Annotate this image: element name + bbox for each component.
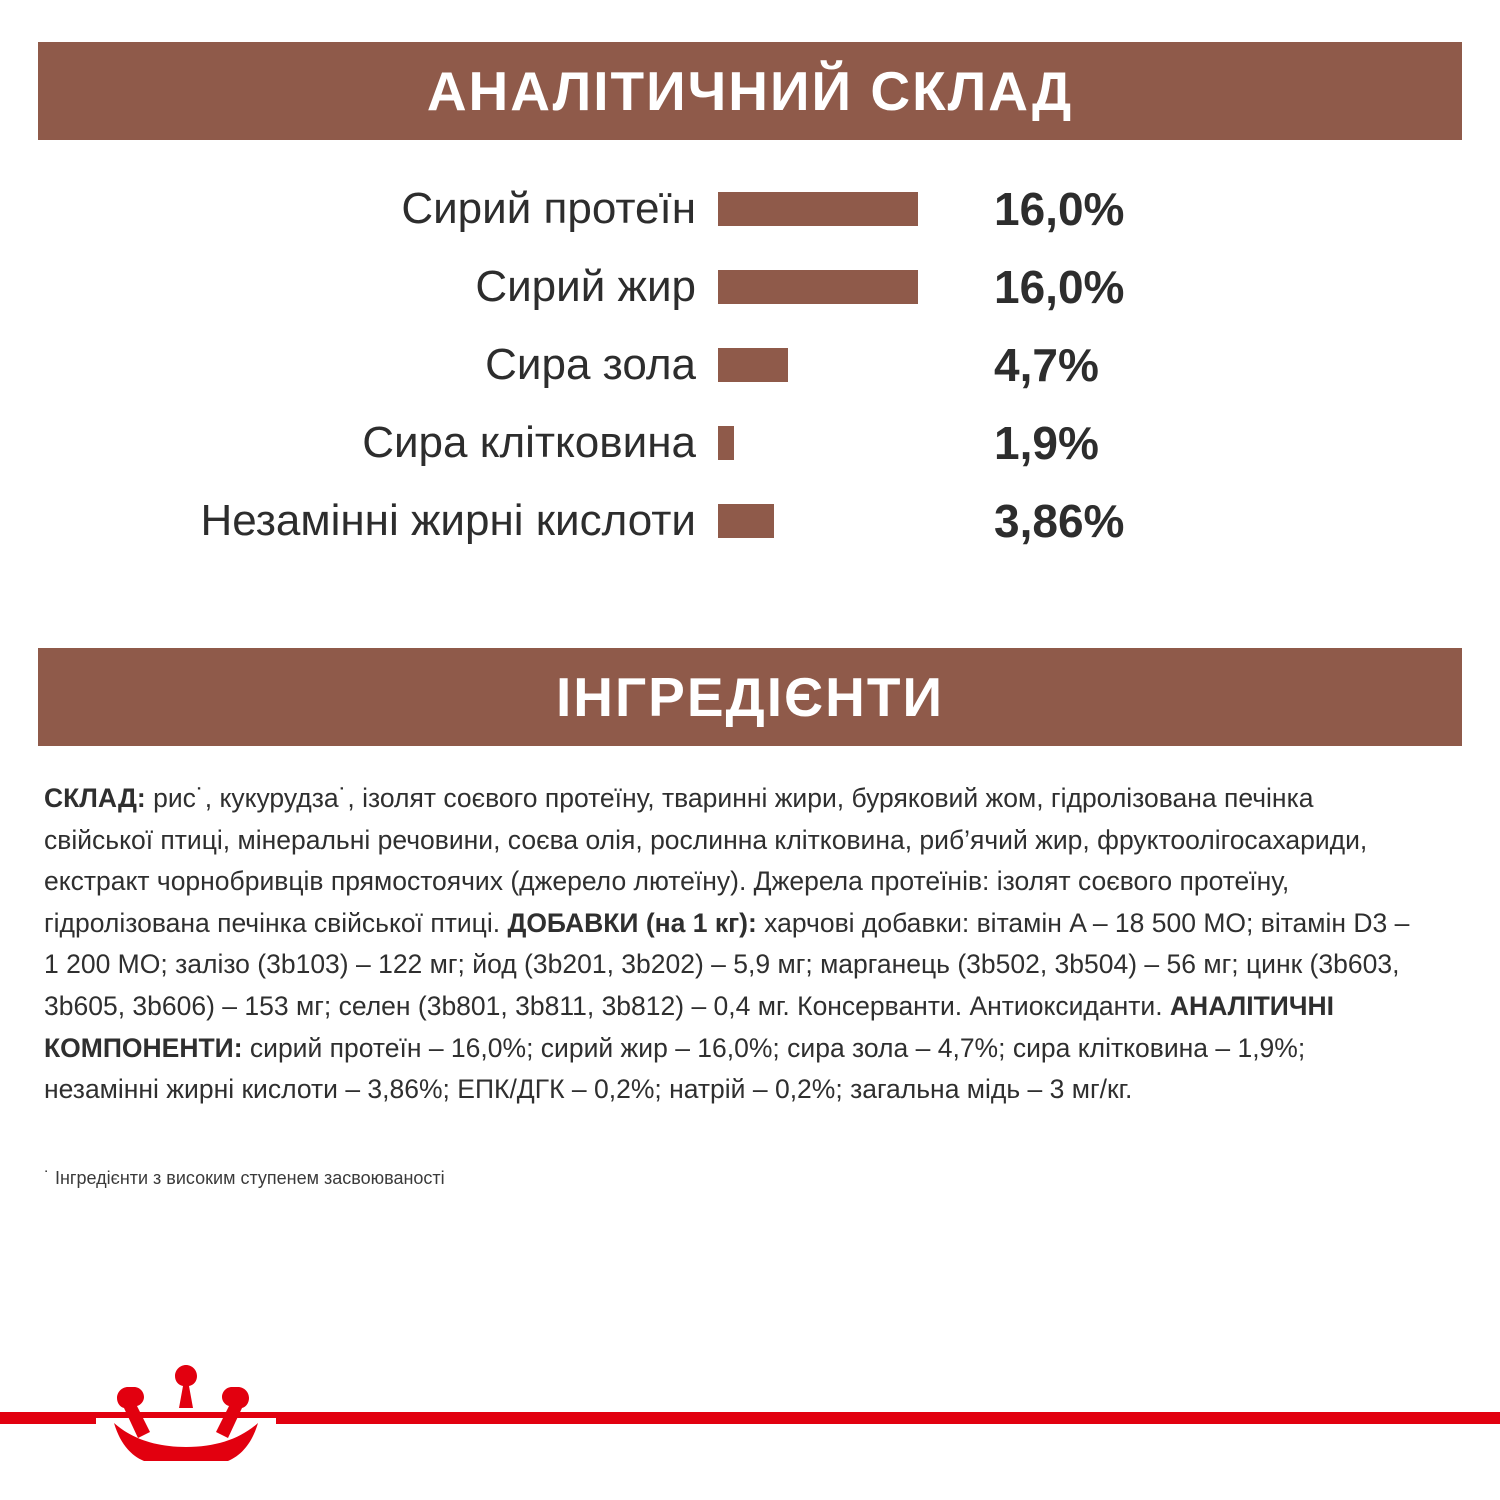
chart-bar-track (718, 504, 968, 538)
chart-row (38, 170, 1462, 248)
chart-row (38, 482, 1462, 560)
chart-value-label: 4,7% (994, 339, 1099, 391)
chart-value-label: 16,0% (994, 261, 1125, 313)
chart-row (38, 404, 1462, 482)
chart-bar (718, 192, 918, 226)
chart-bar (718, 426, 734, 460)
chart-value-label: 16,0% (994, 183, 1125, 235)
chart-bar-track (718, 426, 968, 460)
chart-row (38, 248, 1462, 326)
chart-row (38, 326, 1462, 404)
royal-canin-crown-logo (96, 1361, 276, 1466)
composition-label: СКЛАД: (44, 783, 146, 813)
chart-bar-track (718, 348, 968, 382)
additives-label: ДОБАВКИ (на 1 кг): (507, 907, 757, 938)
analytical-constituents-label: АНАЛІТИЧНІ КОМПОНЕНТИ: (44, 990, 1334, 1063)
chart-category-label: Сира зола (485, 340, 696, 389)
ingredients-title: ІНГРЕДІЄНТИ (38, 648, 1462, 746)
chart-category-label: Сира клітковина (362, 418, 696, 467)
chart-bar-track (718, 192, 968, 226)
additives-text: харчові добавки: вітамін A – 18 500 МО; вітамін D3 – 1 200 МО; залізо (3b103) – 122 мг; йод (3b201, 3b202) – 5,9 мг; марганець (3b502, 3b504) – 56 мг; цинк (3b603, 3b605, 3b606) – 153 мг; селен (3b801, 3b811, 3b812) – 0,4 мг. Консерванти. Антиоксиданти. (44, 907, 1410, 1021)
chart-category-label: Сирий протеїн (401, 184, 696, 233)
chart-value-label: 3,86% (994, 495, 1125, 547)
chart-bar (718, 348, 788, 382)
footer-rule-left (0, 1418, 96, 1424)
chart-category-label: Незамінні жирні кислоти (200, 496, 696, 545)
chart-bar (718, 504, 774, 538)
chart-value-label: 1,9% (994, 417, 1099, 469)
composition-text: рис˙, кукурудза˙, ізолят соєвого протеїну, тваринні жири, буряковий жом, гідролізована печінка свійської птиці, мінеральні речовини, соєва олія, рослинна клітковина, риб’ячий жир, фруктоолігосахариди, екстракт чорнобривців прямостоячих (джерело лютеїну). Джерела протеїнів: ізолят соєвого протеїну, гідролізована печінка свійської птиці. (44, 783, 1368, 938)
ingredients-body (44, 778, 1414, 1111)
analytical-constituents-text: сирий протеїн – 16,0%; сирий жир – 16,0%; сира зола – 4,7%; сира клітковина – 1,9%; незамінні жирні кислоти – 3,86%; ЕПК/ДГК – 0,2%; натрій – 0,2%; загальна мідь – 3 мг/кг. (44, 1032, 1306, 1105)
chart-bar (718, 270, 918, 304)
chart-category-label: Сирий жир (475, 262, 696, 311)
chart-bar-track (718, 270, 968, 304)
brand-footer (0, 1412, 1500, 1500)
analytical-composition-chart (38, 170, 1462, 610)
ingredients-footnote: ˙ Інгредієнти з високим ступенем засвоюваності (44, 1168, 445, 1188)
analytical-composition-title: АНАЛІТИЧНИЙ СКЛАД (38, 42, 1462, 140)
footer-rule-right (276, 1418, 1500, 1424)
